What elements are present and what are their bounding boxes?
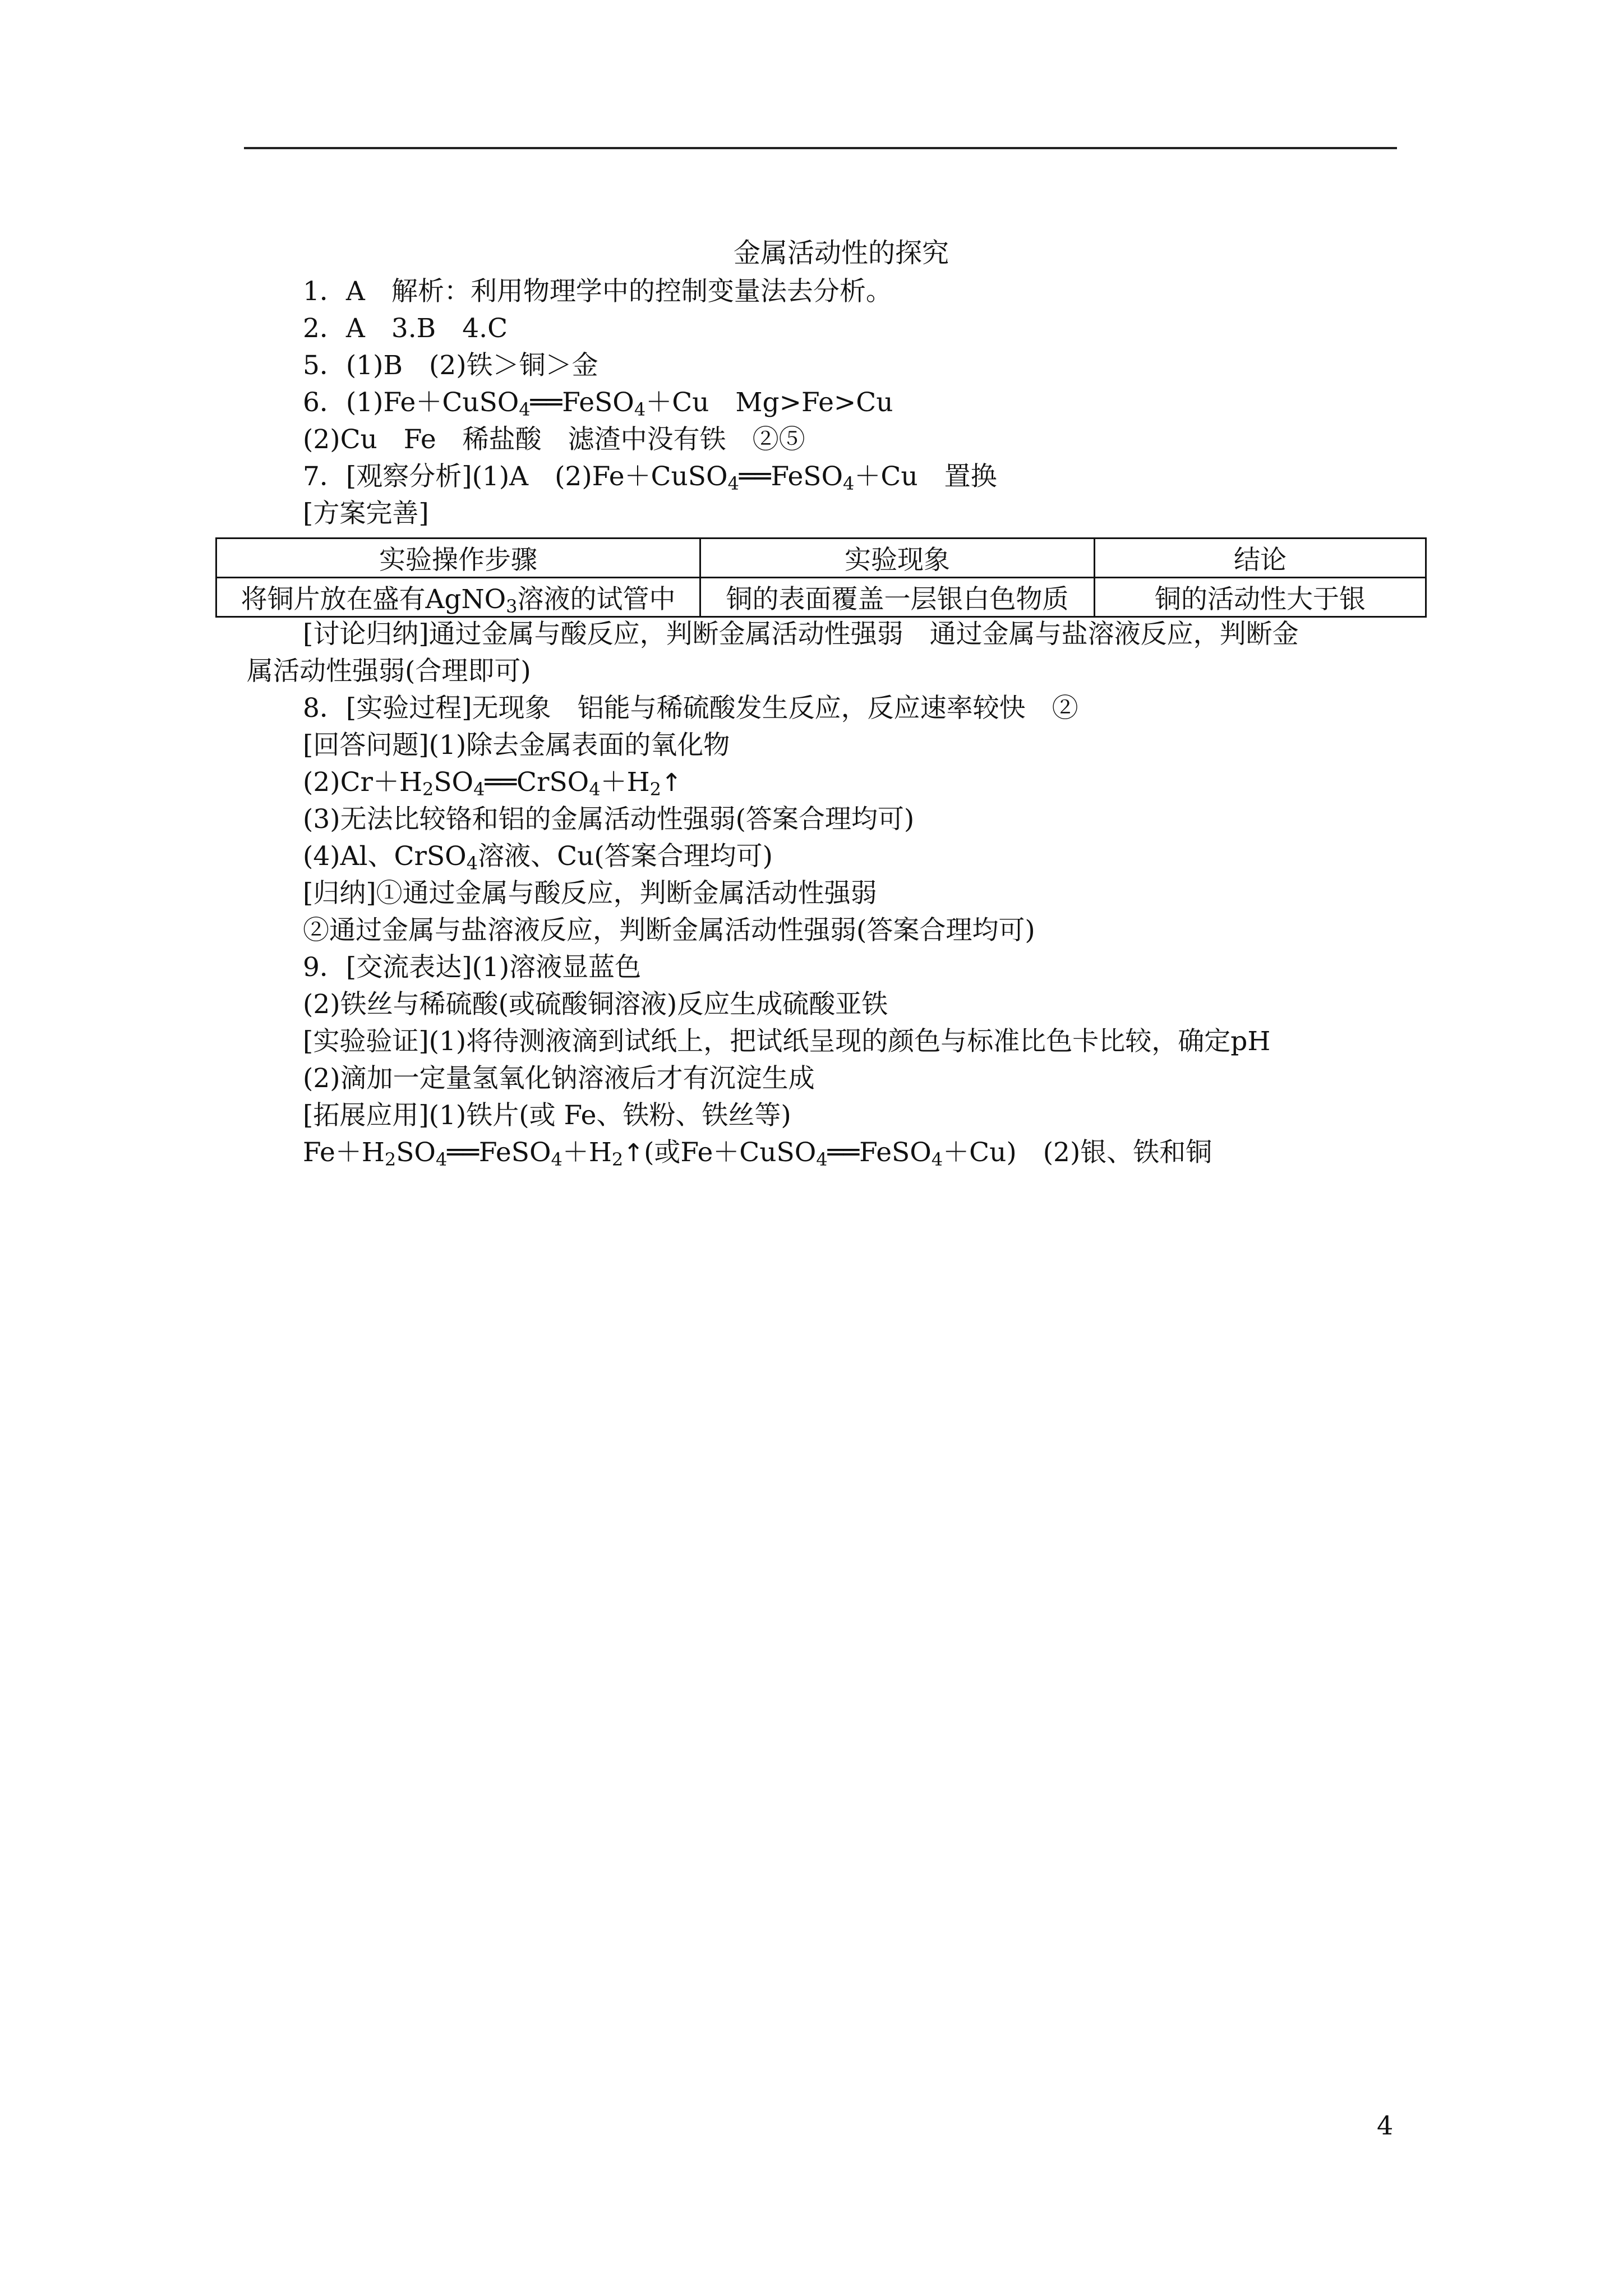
experiment-table [215, 537, 1427, 618]
answer-1: 1．A 解析：利用物理学中的控制变量法去分析。 [303, 276, 892, 307]
answer-8-q2: $(2)Cr+H_2SO_4══CrSO_4+H_2↑$ [303, 767, 682, 800]
gas-arrow-icon: ↑ [661, 769, 682, 797]
answer-7-plan-label: [方案完善] [303, 498, 429, 529]
answer-7-discussion: [讨论归纳]通过金属与酸反应，判断金属活动性强弱 通过金属与盐溶液反应，判断金 [303, 619, 1299, 650]
table-header-cell: 实验操作步骤 [216, 539, 700, 578]
answer-8-q1: [回答问题](1)除去金属表面的氧化物 [303, 730, 730, 761]
answer-8-summary-2: ②通过金属与盐溶液反应，判断金属活动性强弱(答案合理均可) [303, 915, 1035, 946]
table-row [216, 578, 1426, 617]
answer-6-part2: (2)Cu Fe 稀盐酸 滤渣中没有铁 ②⑤ [303, 424, 805, 455]
table-cell-phenomenon: 铜的表面覆盖一层银白色物质 [700, 578, 1095, 617]
table-header-row [216, 539, 1426, 578]
answer-7-discussion-cont: 属活动性强弱(合理即可) [247, 656, 531, 687]
answer-8-q3: (3)无法比较铬和铝的金属活动性强弱(答案合理均可) [303, 804, 915, 835]
header-rule [244, 147, 1397, 149]
answer-7-observe: 7．[观察分析](1)A (2)Fe＋CuSO$_4$══FeSO$_4$＋Cu 置换 [303, 461, 997, 494]
page-title: 金属活动性的探究 [733, 237, 949, 269]
table-header-cell: 实验现象 [700, 539, 1095, 578]
table-cell-conclusion: 铜的活动性大于银 [1095, 578, 1426, 617]
answer-5: 5．(1)B (2)铁＞铜＞金 [303, 350, 598, 381]
answer-8-process: 8．[实验过程]无现象 铝能与稀硫酸发生反应，反应速率较快 ② [303, 693, 1078, 724]
gas-arrow-icon: ↑ [623, 1139, 644, 1167]
answer-9-communicate: 9．[交流表达](1)溶液显蓝色 [303, 952, 642, 983]
table-header-cell: 结论 [1095, 539, 1426, 578]
table-cell-step: 将铜片放在盛有AgNO$_3$溶液的试管中 [216, 578, 700, 617]
answer-6-part1: 6．(1)Fe＋CuSO$_4$══FeSO$_4$＋Cu Mg>Fe>Cu [303, 387, 893, 420]
answer-8-q4: (4)Al、CrSO$_4$溶液、Cu(答案合理均可) [303, 841, 773, 874]
answer-8-summary-1: [归纳]①通过金属与酸反应，判断金属活动性强弱 [303, 878, 877, 909]
answer-2-4: 2．A 3.B 4.C [303, 313, 508, 344]
answer-9-verify-2: (2)滴加一定量氢氧化钠溶液后才有沉淀生成 [303, 1063, 815, 1094]
page-number: 4 [1377, 2110, 1394, 2141]
answer-9-communicate-2: (2)铁丝与稀硫酸(或硫酸铜溶液)反应生成硫酸亚铁 [303, 989, 888, 1020]
answer-9-equations: $Fe+H_2SO_4══FeSO_4+H_2↑$(或Fe＋CuSO$_4$══FeSO$_4$＋Cu) (2)银、铁和铜 [303, 1137, 1212, 1170]
answer-9-verify-1: [实验验证](1)将待测液滴到试纸上，把试纸呈现的颜色与标准比色卡比较，确定pH [303, 1026, 1271, 1057]
answer-9-extend: [拓展应用](1)铁片(或 Fe、铁粉、铁丝等) [303, 1100, 791, 1131]
